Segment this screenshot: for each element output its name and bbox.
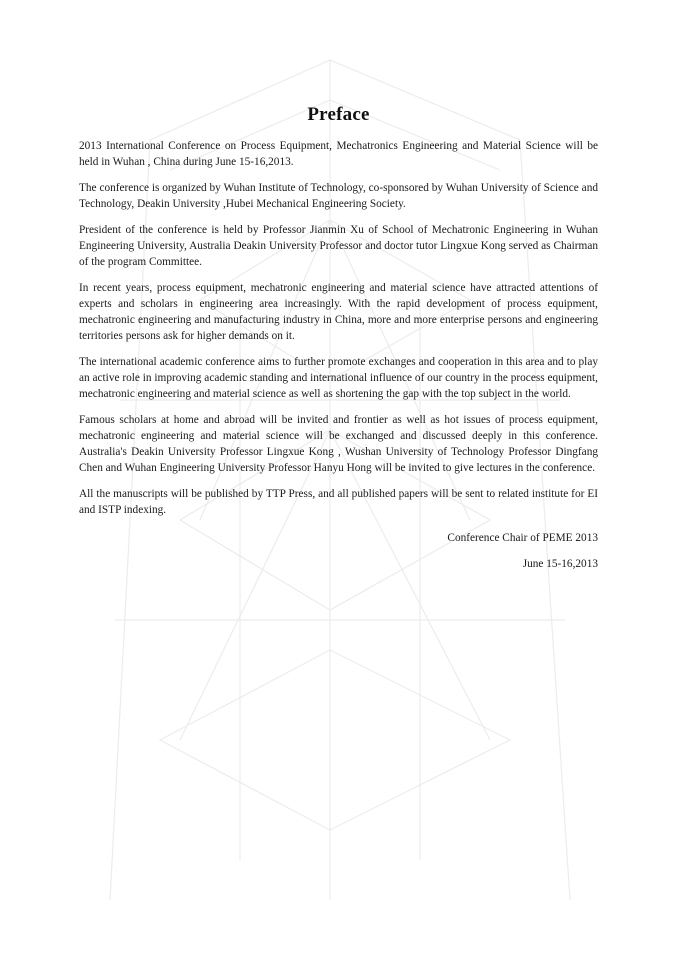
paragraph-6: Famous scholars at home and abroad will be invited and frontier as well as hot issues of process equipment, mechatronic engineering and material science will be exchanged and discussed deeply in this conference. Australia's Deakin University Professor Lingxue Kong , Wushan University of Technology Professor Dingfang Chen and Wuhan Engineering University Professor Hanyu Hong will be invited to give lectures in the conference. [79, 414, 598, 474]
paragraph-7: All the manuscripts will be published by TTP Press, and all published papers will be sent to related institute for EI and ISTP indexing. [79, 488, 598, 516]
document-page [79, 104, 598, 572]
paragraph-3: President of the conference is held by Professor Jianmin Xu of School of Mechatronic Engineering in Wuhan Engineering University, Australia Deakin University Professor and doctor tutor Lingxue Kong served as Chairman of the program Committee. [79, 224, 598, 268]
paragraph-4: In recent years, process equipment, mechatronic engineering and material science have attracted attentions of experts and scholars in engineering area increasingly. With the rapid development of process equipment, mechatronic engineering and manufacturing industry in China, more and more enterprise persons and engineering territories persons ask for higher demands on it. [79, 282, 598, 342]
paragraph-5: The international academic conference aims to further promote exchanges and cooperation in this area and to play an active role in improving academic standing and international influence of our country in the process equipment, mechatronic engineering and material science as well as shortening the gap with the top subject in the world. [79, 356, 598, 400]
signature-line: Conference Chair of PEME 2013 [447, 532, 598, 544]
paragraph-1: 2013 International Conference on Process Equipment, Mechatronics Engineering and Material Science will be held in Wuhan , China during June 15-16,2013. [79, 140, 598, 168]
signature-date: June 15-16,2013 [522, 558, 598, 570]
page-title: Preface [307, 104, 370, 125]
paragraph-2: The conference is organized by Wuhan Institute of Technology, co-sponsored by Wuhan University of Science and Technology, Deakin University ,Hubei Mechanical Engineering Society. [79, 182, 598, 210]
